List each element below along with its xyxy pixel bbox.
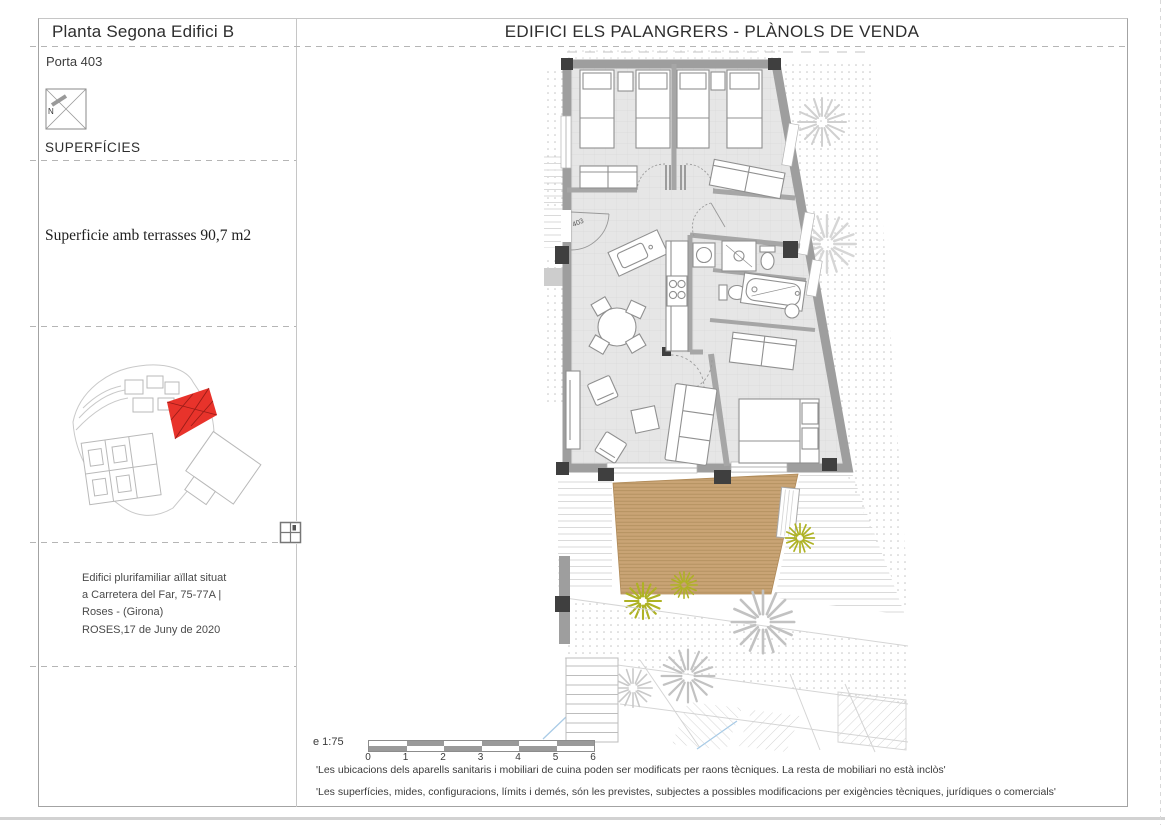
garden-stairs: [566, 658, 618, 742]
address-line: a Carretera del Far, 75-77A |: [82, 589, 222, 601]
garden-plant-icon: [732, 591, 794, 653]
garden-plant-icon: [614, 669, 652, 707]
scale-tick: 0: [365, 752, 371, 763]
scale-bar: [368, 740, 595, 752]
sidebar-divider-4: [30, 666, 296, 667]
sidebar-divider-3: [30, 542, 296, 543]
scale-tick: 1: [402, 752, 409, 763]
minimap-highlight-unit: [167, 388, 217, 439]
sidebar-divider-1: [30, 160, 296, 161]
scale-tick: 2: [440, 752, 446, 763]
scale-tick: 6: [590, 752, 596, 763]
scale-tick: 5: [552, 752, 559, 763]
scale-label: e 1:75: [313, 736, 344, 748]
page-bottom-band: [0, 817, 1165, 820]
door-number-label: Porta 403: [46, 54, 103, 69]
main-title: EDIFICI ELS PALANGRERS - PLÀNOLS DE VENDA: [504, 22, 920, 41]
address-line: Edifici plurifamiliar aïllat situat: [82, 572, 227, 584]
floor-plan-drawing: [297, 48, 1130, 760]
superficies-heading: SUPERFÍCIES: [45, 140, 141, 155]
disclaimer-text-1: 'Les ubicacions dels aparells sanitaris i mobiliari de cuina poden ser modificats per raons tècniques. La resta de mobiliari no està inclòs': [316, 764, 946, 776]
date-text: ROSES,17 de Juny de 2020: [82, 624, 221, 636]
disclaimer-text-2: 'Les superfícies, mides, configuracions, límits i demés, són les previstes, subjectes a possibles modificacions per exigències tècniques, jurídiques o comercials': [316, 786, 1056, 798]
address-line: Roses - (Girona): [82, 606, 164, 618]
north-arrow-icon: [45, 88, 87, 130]
sheet-title: Planta Segona Edifici B: [52, 22, 235, 41]
scale-tick: 4: [515, 752, 521, 763]
site-location-minimap: [63, 358, 280, 522]
scale-tick: 3: [477, 752, 484, 763]
sidebar-divider-2: [30, 326, 296, 327]
unit-door-number: 403: [571, 217, 585, 229]
page-right-edge: [1160, 0, 1161, 825]
garden-plant-icon: [662, 650, 715, 703]
address-block: [82, 570, 226, 621]
terrace-deck: [613, 474, 798, 594]
header-divider: [30, 46, 1128, 47]
north-letter: N: [48, 107, 54, 116]
surface-area-text: Superficie amb terrasses 90,7 m2: [45, 227, 252, 244]
